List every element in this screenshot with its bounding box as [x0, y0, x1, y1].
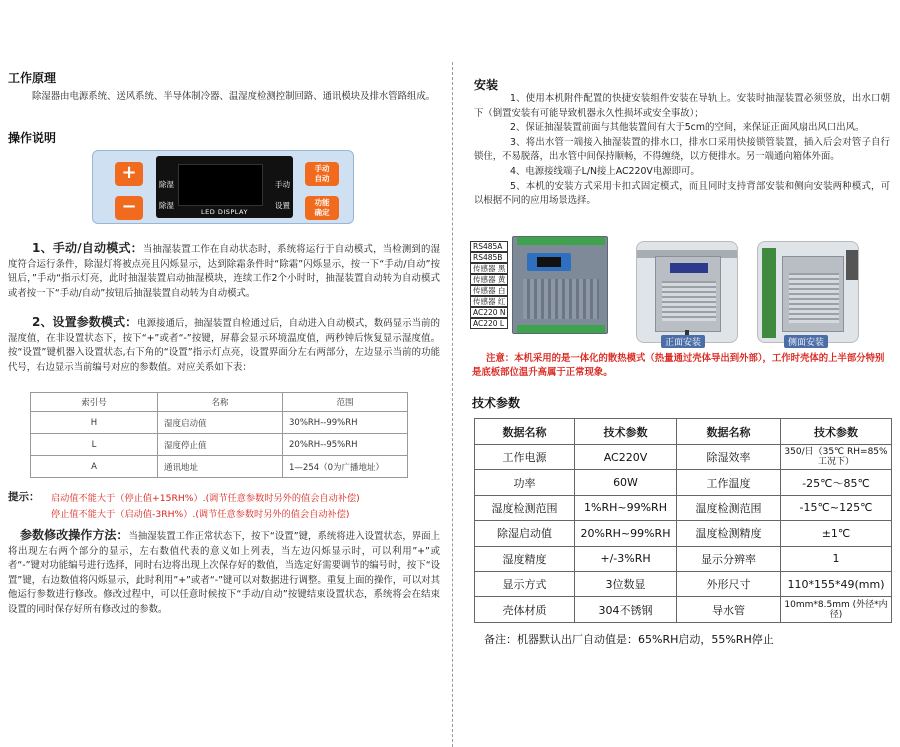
unit-display: [670, 263, 708, 273]
index-cell: A: [31, 456, 158, 478]
spec-cell: ±1℃: [781, 521, 892, 546]
manual-auto-text: 当抽湿装置工作在自动状态时，系统将运行于自动模式，当检测到的湿度符合运行条件，除湿灯将被点亮且闪烁显示，达到除霜条件时“除霜”闪烁显示，按一下“手动/自动”按钮后，”手动“指示灯亮，此时抽湿装置启动抽湿模块，连续工作2个小时时，抽湿装置自动转为自动模式或者按一下“手动/自动”按钮后抽湿装置自动转为自动模式。: [8, 244, 440, 299]
wire-label: AC220 N: [470, 307, 508, 318]
spec-cell: 湿度检测范围: [475, 495, 575, 520]
lcd-label-settings: 设置: [275, 201, 290, 210]
unit-vents: [662, 281, 716, 321]
index-cell: H: [31, 412, 158, 434]
index-cell: 湿度启动值: [158, 412, 283, 434]
table-row: [475, 521, 892, 546]
install-step: 2、保证抽湿装置前面与其他装置间有大于5cm的空间，来保证正面风扇出风口出风。: [510, 122, 865, 134]
spec-cell: 工作电源: [475, 445, 575, 470]
side-rail: [846, 250, 858, 280]
plus-button[interactable]: +: [115, 162, 143, 186]
lcd-label-dehumid: 除湿: [159, 180, 174, 189]
modify-heading: 参数修改操作方法：: [20, 528, 129, 542]
install-step: 1、使用本机附件配置的快捷安装组件安装在导轨上。安装时抽湿装置必须竖放，出水口朝下（倒置安装有可能导致机器永久性损坏或安全事故）；: [474, 93, 890, 119]
modify-text: 当抽湿装置工作正常状态下，按下“设置”键，系统将进入设置状态，界面上将出现左右两个部分的显示，左右数值代表的意义如上列表，当左边闪烁显示时，可以利用”+”或者“-”键对功能编号进行选择，同时右边将出现上次保存好的数值，当选定好需要调节的编号时，按下“设置”键，右边数值将闪烁显示，此时利用”+”或者“-”键可以对数据进行调整。重复上面的操作，可以对其他运行参数进行修改。修改过程中，可以任意时候按下“手动/自动”按键结束设置状态，系统将会在结束设置的同时保存好所有修改过的参数。: [8, 531, 440, 615]
led-display-label: LED DISPLAY: [201, 208, 248, 216]
section-title-work: 工作原理: [8, 71, 57, 85]
spec-cell: 1: [781, 546, 892, 571]
index-header-range: 范围: [283, 393, 408, 412]
spec-cell: 60W: [575, 470, 677, 495]
settings-heading: 2、设置参数模式：: [32, 315, 138, 329]
front-install-caption: 正面安装: [661, 335, 705, 348]
factory-default-remark: 备注：机器默认出厂自动值是：65%RH启动，55%RH停止: [484, 633, 774, 646]
table-row: [475, 445, 892, 470]
spec-header: 数据名称: [677, 419, 781, 445]
wire-label: AC220 L: [470, 318, 508, 329]
unit-body: [655, 256, 721, 332]
led-display: [156, 156, 293, 218]
index-header-name: 名称: [158, 393, 283, 412]
lcd-label-manual: 手动: [275, 180, 290, 189]
notice-text: 注意：本机采用的是一体化的散热模式（热量通过壳体导出到外部），工作时壳体的上半部分特别是底板部位温升高属于正常现象。: [472, 353, 885, 378]
install-step: 3、将出水管一端接入抽湿装置的排水口，排水口采用快接锁管装置，插入后会对管子自行锁住，不易脱落，出水管中间保持顺畅，不得缠绕，以方便排水。另一端通向箱体外面。: [474, 136, 890, 163]
spec-table: [474, 418, 892, 623]
function-label-2: 确定: [314, 208, 330, 217]
heat-sink-fins: [523, 279, 599, 319]
modify-paragraph: [8, 528, 440, 618]
table-row: [31, 412, 408, 434]
spec-header: 数据名称: [475, 419, 575, 445]
minus-button[interactable]: −: [115, 196, 143, 220]
device-display-screen: [537, 257, 561, 267]
settings-text: 电源接通后，抽湿装置自检通过后，自动进入自动模式，数码显示当前的湿度值，在非设置状态下，按下“+”或者“-”按键，屏幕会显示环境温度值，两秒钟后恢复显示湿度值。按“设置”键机器入设置状态,右下角的“设置”指示灯点亮，设置界面分左右两部分，左边显示当前的功能代号，右边显示当前编号对应的参数值。对应关系如下表：: [8, 318, 440, 373]
table-row: [475, 546, 892, 571]
table-row: [31, 434, 408, 456]
index-header-id: 索引号: [31, 393, 158, 412]
spec-header: 技术参数: [781, 419, 892, 445]
spec-header: 技术参数: [575, 419, 677, 445]
side-unit-body: [782, 256, 844, 332]
function-label-1: 功能: [314, 198, 330, 207]
side-install-photo: [757, 241, 859, 343]
install-step: 4、电源接线端子L/N接上AC220V电源即可。: [510, 165, 700, 177]
wire-label: RS485B: [470, 252, 508, 263]
spec-cell: 350/日（35℃ RH=85%工况下）: [781, 445, 892, 470]
terminal-block-top: [517, 237, 605, 245]
spec-cell: 显示分辨率: [677, 546, 781, 571]
spec-cell: 110*155*49(mm): [781, 571, 892, 596]
side-install-caption: 侧面安装: [784, 335, 828, 348]
wire-label: 传感器 黄: [470, 274, 508, 285]
function-confirm-button[interactable]: [305, 196, 339, 220]
spec-cell: +/-3%RH: [575, 546, 677, 571]
tip-line-2: 停止值不能大于（启动值-3RH%）.(调节任意参数时另外的值会自动补偿): [51, 509, 350, 520]
control-panel: [92, 150, 354, 224]
index-cell: 30%RH--99%RH: [283, 412, 408, 434]
index-cell: L: [31, 434, 158, 456]
spec-cell: 湿度精度: [475, 546, 575, 571]
settings-paragraph: [8, 315, 440, 375]
section-title-operation: 操作说明: [8, 131, 57, 145]
page-fold-divider: [452, 62, 453, 747]
spec-cell: 除湿启动值: [475, 521, 575, 546]
spec-cell: 壳体材质: [475, 597, 575, 622]
index-cell: 20%RH--95%RH: [283, 434, 408, 456]
tip-line-1: 启动值不能大于（停止值+15RH%）.(调节任意参数时另外的值会自动补偿): [51, 493, 360, 504]
index-cell: 湿度停止值: [158, 434, 283, 456]
spec-cell: 温度检测范围: [677, 495, 781, 520]
manual-auto-button[interactable]: [305, 162, 339, 186]
manual-auto-label-1: 手动: [314, 164, 330, 173]
section-title-install: 安装: [474, 78, 499, 92]
side-unit-vents: [789, 273, 839, 323]
spec-cell: 工作温度: [677, 470, 781, 495]
install-step: 5、本机的安装方式采用卡扣式固定模式，而且同时支持背部安装和侧向安装两种模式，可以根据不同的应用场景选择。: [474, 180, 890, 207]
lcd-screen: [178, 164, 263, 206]
lcd-label-dehumid-2: 除湿: [159, 201, 174, 210]
spec-cell: 显示方式: [475, 571, 575, 596]
spec-cell: 功率: [475, 470, 575, 495]
manual-auto-paragraph: [8, 241, 440, 301]
spec-cell: 温度检测精度: [677, 521, 781, 546]
wire-label: 传感器 红: [470, 296, 508, 307]
spec-cell: 1%RH~99%RH: [575, 495, 677, 520]
index-table: [30, 392, 408, 478]
table-row: [475, 571, 892, 596]
spec-cell: AC220V: [575, 445, 677, 470]
manual-auto-heading: 1、手动/自动模式：: [32, 241, 143, 255]
install-steps: [474, 92, 890, 209]
spec-cell: 导水管: [677, 597, 781, 622]
index-cell: 1—254（0为广播地址）: [283, 456, 408, 478]
side-mount-plate: [762, 248, 776, 338]
section-title-tech: 技术参数: [472, 396, 521, 410]
table-row: [31, 456, 408, 478]
front-install-photo: [636, 241, 738, 343]
work-principle-text: 除湿器由电源系统、送风系统、半导体制冷器、温湿度检测控制回路、通讯模块及排水管路组成。: [32, 91, 436, 102]
spec-cell: 20%RH~99%RH: [575, 521, 677, 546]
device-illustration: [512, 236, 608, 334]
table-row: [475, 470, 892, 495]
spec-cell: 3位数显: [575, 571, 677, 596]
device-display-panel: [527, 253, 571, 271]
spec-cell: -15℃~125℃: [781, 495, 892, 520]
terminal-block-bottom: [517, 325, 605, 333]
manual-auto-label-2: 自动: [314, 174, 330, 183]
spec-cell: -25℃～85℃: [781, 470, 892, 495]
spec-cell: 10mm*8.5mm (外径*内径): [781, 597, 892, 622]
table-row: [475, 495, 892, 520]
spec-cell: 除湿效率: [677, 445, 781, 470]
spec-cell: 304不锈钢: [575, 597, 677, 622]
index-cell: 通讯地址: [158, 456, 283, 478]
tip-label: 提示：: [8, 491, 40, 503]
spec-cell: 外形尺寸: [677, 571, 781, 596]
wire-label: 传感器 白: [470, 285, 508, 296]
wire-label: RS485A: [470, 241, 508, 252]
wire-label: 传感器 黑: [470, 263, 508, 274]
table-row: [475, 597, 892, 622]
